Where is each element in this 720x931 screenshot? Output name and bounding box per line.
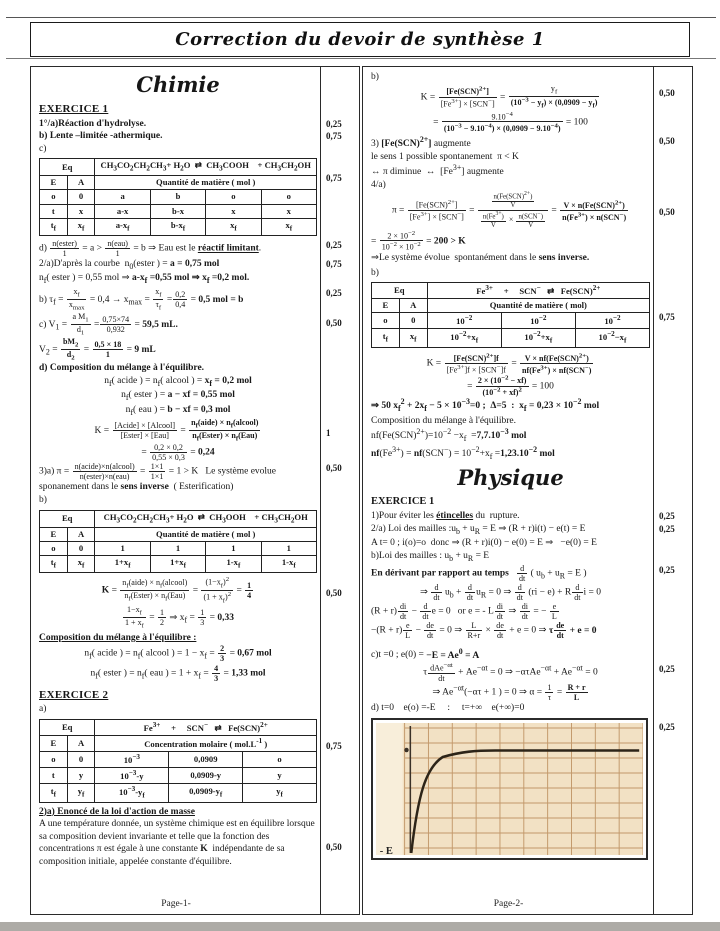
grade-mark: 1 xyxy=(326,428,331,439)
exercise-title: EXERCICE 1 xyxy=(371,496,435,508)
grade-mark: 0,75 xyxy=(659,312,675,323)
text-line: d) Composition du mélange à l'équilibre. xyxy=(39,363,205,374)
text-line: ↔ π diminue ↔ $[Fe^{3+}]$ augmente xyxy=(371,163,504,178)
text-block xyxy=(371,83,675,111)
text-line: K = [Acide] × [Alcool] [Ester] × [Eau] = $n_f(aide)$ × $n_f(alcool)$ $n_f(Ester) \times n_f(Eau)$ xyxy=(94,418,259,443)
text-block xyxy=(371,163,650,179)
text-line: (R + r) $\frac{di}{dt}$ − $\frac{d}{dt}$ e = 0 or e = - L $\frac{di}{dt}$ ⇒ $\frac{di}{dt}$ = − $\frac{e}{L}$ xyxy=(371,602,557,622)
text-block xyxy=(371,646,650,662)
text-line: 1)Pour éviter les étincelles du rupture. xyxy=(371,511,520,522)
table-block xyxy=(371,282,675,348)
text-line: 2/a) Loi des mailles $:u_b + u_R = E$ ⇒ (R + r)i(t) − e(t) = E xyxy=(371,523,586,536)
text-line: K = $n_f(aide)$ × $n_f(alcool)$ $n_f(Ester) \times n_f(Eau)$ = $\frac{(1-x_f)^2}{(1 + x_f)^2}$ = $\frac{1}{4}$ xyxy=(101,575,252,605)
text-block xyxy=(39,664,317,683)
text-line: = $\frac{2 \times (10^{-2} - xf)}{(10^{-2} + xf)^2}$ = 100 xyxy=(467,374,554,398)
page-2-footer: Page-2- xyxy=(493,899,524,909)
grade-mark: 0,25 xyxy=(659,523,675,534)
text-line: ⇒ $\frac{d}{dt}$ $u_b$ + $\frac{d}{dt}$ $u_R = 0$ ⇒ $\frac{d}{dt}$ (ri − e) + R $\frac{d}{dt}$ i = 0 xyxy=(419,583,602,603)
text-block xyxy=(39,404,317,418)
grade-mark: 0,75 xyxy=(326,740,342,751)
text-block xyxy=(39,703,317,716)
grade-mark: 0,25 xyxy=(326,118,342,129)
page-2 xyxy=(362,66,693,915)
text-line: c)t =0 ; $e(0) = -E = Ae^0 = A$ xyxy=(371,646,480,661)
text-line: 3) [Fe(SCN)$^{2+}$] augmente xyxy=(371,134,471,150)
text-block xyxy=(371,415,650,428)
text-block xyxy=(39,118,342,131)
text-line: En dérivant par rapport au temps $\frac{d}{dt}$ ( $u_b + u_R = E$ ) xyxy=(371,564,587,584)
text-block xyxy=(371,111,650,133)
text-block xyxy=(371,510,675,523)
exercise-title: EXERCICE 1 xyxy=(39,103,109,116)
text-line: c) $V_1$ = $\frac{a M_1}{d_1}$ = $\frac{0,75\times 74}{0,932}$ = 59,5 mL. xyxy=(39,311,178,337)
text-block xyxy=(371,702,650,715)
text-block xyxy=(39,481,317,494)
page-1 xyxy=(30,66,360,915)
grade-mark: 0,50 xyxy=(659,87,675,98)
text-line: A t= 0 ; i(o)=o donc ⇒ (R + r)i(0) − e(0) = E ⇒ −e(0) = E xyxy=(371,538,597,549)
text-block xyxy=(371,564,675,584)
text-block xyxy=(39,337,317,362)
grade-mark: 0,75 xyxy=(326,173,342,184)
text-line: = $\frac{9.10^{-4}}{(10^{-3} - 9.10^{-4}) \times (0,0909 - 9.10^{-4})}$ = 100 xyxy=(433,110,588,133)
text-block xyxy=(39,575,342,605)
text-block xyxy=(39,462,342,482)
text-block xyxy=(371,134,675,151)
section-heading: Physique xyxy=(457,465,564,491)
scan-edge-strip xyxy=(0,922,720,931)
text-line: ⇒ 50 $x_f^2 + 2x_f - 5 \times 10^{-3}=0$ ; Δ=5 : $x_f = 0,23 \times 10^{-2}$ mol xyxy=(371,397,600,414)
text-block xyxy=(371,267,650,280)
document-title: Correction du devoir de synthèse 1 xyxy=(175,29,545,50)
exponential-curve-svg xyxy=(376,723,643,855)
text-block xyxy=(371,397,650,415)
text-block xyxy=(39,143,317,156)
text-line: = $\frac{2 \times 10^{-2}}{10^{-2} \times 10^{-2}}$ = 200 > K xyxy=(371,229,466,253)
text-line: b) $\tau_f$ = $x_f$ $x_{max}$ = $0,4 \to x_{max}$ = $\frac{x_f}{\tau_f}$ = $\frac{0,2}{0,4}$ = 0,5 mol = b xyxy=(39,286,244,312)
text-block xyxy=(371,523,675,537)
text-block xyxy=(39,375,317,389)
text-line: 1°/a)Réaction d'hydrolyse. xyxy=(39,118,147,129)
text-line: $\frac{1-x_f}{1 + x_f}$ = $\frac{1}{2}$ ⇒ $x_f$ = $\frac{1}{3}$ = 0,33 xyxy=(124,604,235,630)
text-line: −(R + r) $\frac{e}{L}$ − $\frac{de}{dt}$ = 0 ⇒ $\frac{L}{R+r}$ × $\frac{de}{dt}$ + e = 0 ⇒ τ $\frac{de}{dt}$ + e = 0 xyxy=(371,621,597,641)
text-line: b) Lente –limitée -athermique. xyxy=(39,131,163,142)
page-1-footer: Page-1- xyxy=(161,899,191,909)
table-block xyxy=(39,158,342,236)
text-block xyxy=(371,352,650,374)
text-line: $n_f$( ester ) = $n_f$( eau ) = $1 + x_f$ = $\frac{4}{3}$ = 1,33 mol xyxy=(90,663,266,683)
text-block xyxy=(371,252,650,265)
ice-table: Eq $Fe^{3+}$ + SCN− ⇄ Fe(SCN)$^{2+}$ E A Quantité de matière ( mol) o 0 $10^{-2}$ $10^{-2}$ $10^{-2}$ $t_f$ $x_f$ $10^{-2}+x_f$ $10^{-2}+x_f$ $10^{-2}-x_f$ xyxy=(371,282,650,348)
text-line: d) t=0 e(o) =-E : t=+∞ e(+∞)=0 xyxy=(371,702,525,713)
grade-mark: 0,25 xyxy=(659,511,675,522)
text-block xyxy=(371,230,650,252)
text-line: a) xyxy=(39,704,47,715)
grade-mark: 0,25 xyxy=(326,287,342,298)
text-line: 2)a) Enoncé de la loi d'action de masse xyxy=(39,806,195,817)
text-block xyxy=(371,550,650,564)
text-line: Composition du mélange à l'équilibre. xyxy=(371,415,516,426)
grade-mark: 0,50 xyxy=(326,842,342,853)
grade-mark: 0,25 xyxy=(659,664,675,675)
svg-text:- E: - E xyxy=(379,844,393,855)
text-line: = $\frac{0,2 \times 0,2}{0,55 \times 0,3}$ = 0,24 xyxy=(141,443,215,463)
text-block xyxy=(371,151,650,164)
text-line: b) xyxy=(39,495,47,506)
text-block xyxy=(39,73,317,97)
text-line: A une température donnée, un système chimique est en équilibre lorsque sa composition devient invariante et telle que la fonction des concentrations π est égale à une constante K indépendante de sa composition initiale, appelée constante d'équilibre. xyxy=(39,819,315,867)
text-line: $n_f$( ester ) = a − xf = 0,55 mol xyxy=(121,390,235,403)
title-bottom-rule xyxy=(6,58,716,59)
text-block xyxy=(371,583,650,602)
text-block xyxy=(39,818,342,868)
text-line: $n_f$( eau ) = b − xf = 0,3 mol xyxy=(125,404,231,417)
text-line: ⇒ $Ae^{-\alpha t}(-\alpha\tau + 1$ ) = 0 ⇒ α = $\frac{1}{\tau}$ = $\frac{R + r}{L}$ xyxy=(432,682,586,702)
text-block xyxy=(39,362,317,375)
text-line: le sens 1 possible spontanement π < K xyxy=(371,151,519,162)
text-line: ⇒Le système évolue spontanément dans le sens inverse. xyxy=(371,253,590,264)
text-line: b) xyxy=(371,267,379,278)
ice-table: Eq $CH_3CO_2CH_2CH_3+ H_2O$ ⇄ $CH_3COOH$ + $CH_3CH_2OH$ E A Quantité de matière ( mol ) o 0 a b o o t x a-x b-x x x $t_f$ $x_f$ $a-x_f$ $b-x_f$ $x_f$ $x_f$ xyxy=(39,158,317,236)
text-block xyxy=(371,495,650,509)
text-line: d) n(ester) 1 = a > n(eau) 1 = b ⇒ Eau est le réactif limitant. xyxy=(39,238,262,258)
grade-mark: 0,25 xyxy=(326,239,342,250)
text-block xyxy=(39,286,342,312)
text-block xyxy=(39,632,317,645)
text-block xyxy=(371,537,650,550)
table-block xyxy=(39,510,317,573)
text-block xyxy=(39,605,317,630)
text-line: c) xyxy=(39,143,47,154)
table-block xyxy=(39,719,342,803)
e-t-curve-graph xyxy=(371,718,648,860)
text-block xyxy=(371,191,675,229)
text-block xyxy=(371,621,650,640)
text-block xyxy=(39,272,317,286)
title-box xyxy=(30,22,690,57)
text-line: $n_f$( ester ) = 0,55 mol ⇒ $a-x_f =0,55$ mol ⇒ $x_f =0,2$ mol. xyxy=(39,273,250,286)
ice-table: Eq $CH_3CO_2CH_2CH_3+ H_2O$ ⇄ $CH_3OOH$ + $CH_3CH_2OH$ E A Quantité de matière ( mol ) o 0 1 1 1 1 $t_f$ $x_f$ $1+x_f$ $1+x_f$ $1-x_f$ $1-x_f$ xyxy=(39,510,317,573)
text-block xyxy=(39,130,342,143)
top-rule xyxy=(6,17,716,18)
text-block xyxy=(371,683,650,702)
text-block xyxy=(371,427,650,445)
text-block xyxy=(39,389,317,403)
text-line: $n_f$( acide ) = $n_f$( alcool ) = $1 - x_f$ = $\frac{2}{3}$ = 0,67 mol xyxy=(84,644,272,664)
text-block xyxy=(39,443,317,462)
ice-table: Eq $Fe^{3+}$ + SCN− ⇄ Fe(SCN)$^{2+}$ E A Concentration molaire ( $mol.L^{-1}$ ) o 0 $10^{-3}$ 0,0909 o t y $10^{-3}-y$ 0,0909-y y $t_f$ $y_f$ $10^{-3}-y_f$ $0,0909-y_f$ $y_f$ xyxy=(39,719,317,803)
text-line: $nf(Fe(SCN)^{2+})=10^{-2} -x_f =7,7.10^{-3}$ mol xyxy=(371,427,527,444)
text-line: $nf(Fe^{3+}) = nf(SCN^-) = 10^{-2}+x_f =1,23.10^{-2}$ mol xyxy=(371,444,555,461)
text-line: π = [Fe(SCN)$^{2+}$] $[Fe^{3+}] \times [SCN^-]$ = n(Fe(SCN)$^{2+}$) V $\frac{n(Fe^{3+})}{V}$ × n(SCN−) V = V × n(Fe(SCN)$^{2+}$) $n(Fe^{3+}) \times n(SCN^-)$ xyxy=(391,191,627,229)
grade-mark: 0,25 xyxy=(659,565,675,576)
text-line: Composition du mélange à l'équilibre : xyxy=(39,632,197,643)
text-block xyxy=(39,806,317,819)
text-line: 4/a) xyxy=(371,179,386,190)
text-block xyxy=(39,644,317,663)
grade-mark: 0,25 xyxy=(659,721,675,732)
grade-mark: 0,50 xyxy=(326,317,342,328)
text-block xyxy=(39,258,342,272)
text-line: K = [Fe(SCN)$^{2+}$] $[Fe^{3+}] \times [SCN^-]$ = $\frac{y_f}{(10^{-3} - y_f) \times (0,0909 - y_f)}$ xyxy=(420,83,598,110)
grade-mark: 0,75 xyxy=(326,258,342,269)
text-line: b)Loi des mailles : $u_b + u_R = E$ xyxy=(371,550,490,563)
text-block xyxy=(39,238,342,258)
text-block xyxy=(39,494,317,507)
text-line: K = [Fe(SCN)$^{2+}$]f $[Fe^{3+}]f \times [SCN^-]f$ = V × nf(Fe(SCN)$^{2+}$) $nf(Fe^{3+}) \times nf(SCN^-)$ xyxy=(426,352,592,375)
grade-mark: 0,75 xyxy=(326,131,342,142)
grade-mark: 0,50 xyxy=(659,135,675,146)
text-block xyxy=(371,71,650,84)
text-block xyxy=(371,179,650,192)
text-line: $V_2$ = $\frac{bM_2}{d_2}$ = $\frac{0,5 \times 18}{1}$ = 9 mL xyxy=(39,337,156,362)
grade-mark: 0,50 xyxy=(326,587,342,598)
text-line: b) xyxy=(371,72,379,82)
text-block xyxy=(371,602,650,621)
text-block xyxy=(371,445,650,463)
text-line: 3)a) π = n(acide)×n(alcool) n(ester)×n(eau) = $\frac{1\times 1}{1\times 1}$ = 1 > K Le système evolue xyxy=(39,462,277,482)
text-line: 2/a)D'après la courbe $n_0(ester$ ) = a = 0,75 mol xyxy=(39,258,220,271)
text-line: $n_f$( acide ) = $n_f$( alcool ) = $x_f = 0,2$ mol xyxy=(104,375,252,388)
exercise-title: EXERCICE 2 xyxy=(39,688,109,701)
grade-mark: 0,50 xyxy=(326,463,342,474)
text-block xyxy=(39,311,342,337)
text-line: sponanement dans le sens inverse ( Esterification) xyxy=(39,482,234,493)
text-line: τ dAe$^{-\alpha t}$ dt + $Ae^{-\alpha t} = 0$ ⇒ $-\alpha\tau Ae^{-\alpha t} + Ae^{-\alpha t} = 0$ xyxy=(423,662,598,683)
text-block xyxy=(39,418,331,443)
text-block xyxy=(39,688,317,703)
text-block xyxy=(39,102,317,117)
text-block xyxy=(371,662,675,683)
section-heading: Chimie xyxy=(136,72,220,97)
graph-block xyxy=(371,718,675,860)
text-block xyxy=(371,375,650,397)
grade-mark: 0,50 xyxy=(659,207,675,218)
text-block xyxy=(371,466,650,490)
